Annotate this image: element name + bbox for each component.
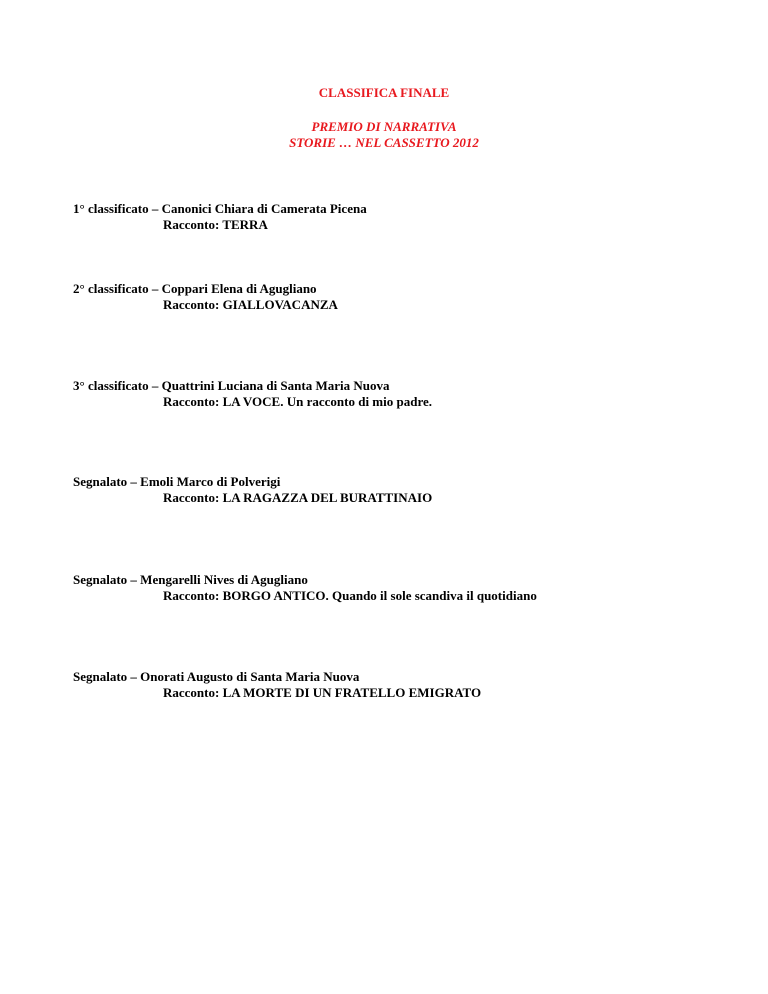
document-title: CLASSIFICA FINALE — [318, 85, 450, 100]
entry-heading: 3° classificato – Quattrini Luciana di Santa Maria Nuova — [73, 378, 390, 393]
entry-story: Racconto: BORGO ANTICO. Quando il sole scandiva il quotidiano — [163, 588, 537, 603]
ranking-entry-2 — [73, 281, 338, 313]
prize-edition: STORIE … NEL CASSETTO 2012 — [289, 135, 479, 150]
entry-story: Racconto: LA MORTE DI UN FRATELLO EMIGRATO — [163, 685, 482, 700]
entry-heading: Segnalato – Onorati Augusto di Santa Maria Nuova — [73, 669, 360, 684]
ranking-entry-6 — [73, 669, 481, 701]
entry-story: Racconto: TERRA — [163, 217, 268, 232]
prize-name: PREMIO DI NARRATIVA — [311, 119, 457, 134]
ranking-entry-1 — [73, 201, 367, 233]
entry-story: Racconto: LA RAGAZZA DEL BURATTINAIO — [163, 490, 433, 505]
entry-heading: 1° classificato – Canonici Chiara di Camerata Picena — [73, 201, 367, 216]
entry-heading: Segnalato – Emoli Marco di Polverigi — [73, 474, 281, 489]
entry-story: Racconto: GIALLOVACANZA — [163, 297, 338, 312]
entry-heading: 2° classificato – Coppari Elena di Agugliano — [73, 281, 317, 296]
entry-story: Racconto: LA VOCE. Un racconto di mio padre. — [163, 394, 433, 409]
entry-heading: Segnalato – Mengarelli Nives di Agugliano — [73, 572, 308, 587]
ranking-entry-5 — [73, 572, 537, 604]
ranking-entry-3 — [73, 378, 432, 410]
ranking-entry-4 — [73, 474, 432, 506]
